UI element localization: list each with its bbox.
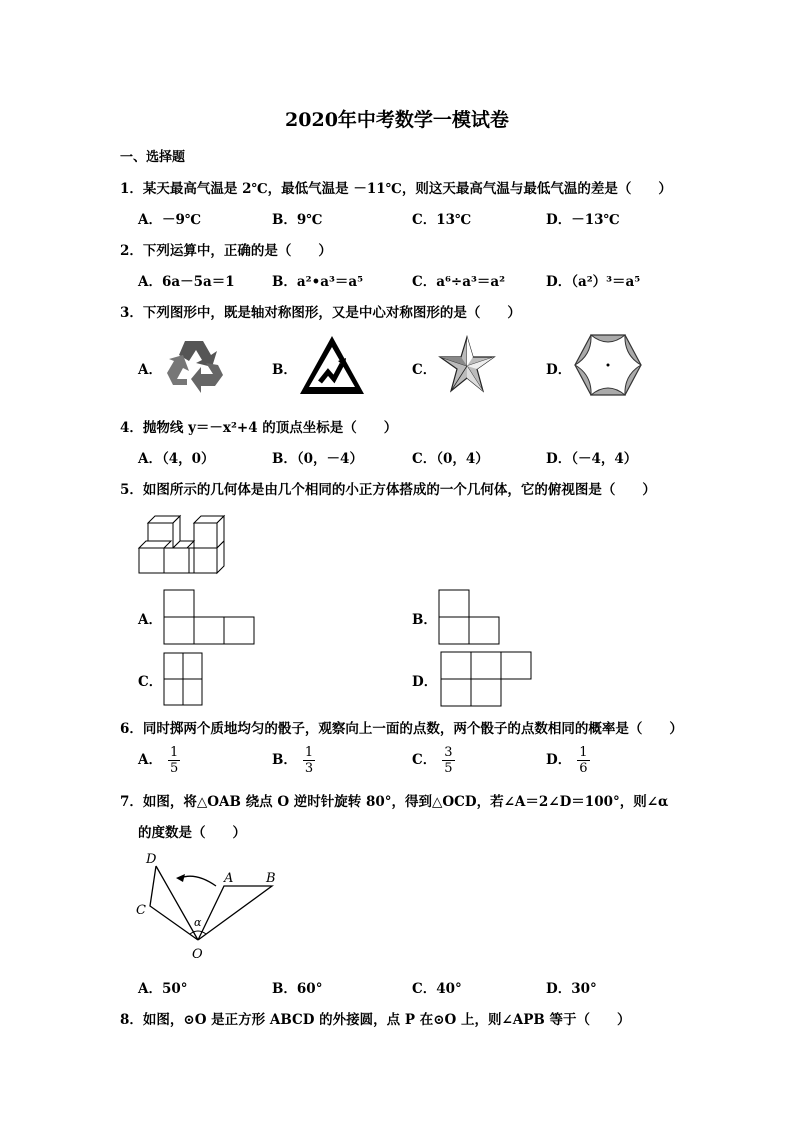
recycle-icon <box>165 337 225 395</box>
cube-stack-figure <box>136 508 231 580</box>
q6-option-d-label: D． <box>546 752 572 768</box>
q1-option-d[interactable]: D．－13℃ <box>546 212 620 228</box>
q6-a-numerator: 1 <box>169 745 179 760</box>
q6-c-numerator: 3 <box>444 745 453 760</box>
q6-b-numerator: 1 <box>304 745 314 760</box>
q6-c-denominator: 5 <box>444 761 453 776</box>
top-view-b <box>438 589 500 645</box>
top-view-c <box>163 652 203 706</box>
question-5-stem: 5．如图所示的几何体是由几个相同的小正方体搭成的一个几何体，它的俯视图是（ ） <box>120 482 656 498</box>
q6-option-b-label: B． <box>272 752 297 768</box>
q4-option-c[interactable]: C．（0，4） <box>412 451 489 467</box>
q6-option-d[interactable] <box>546 745 590 776</box>
q5-option-b[interactable]: B． <box>412 612 437 628</box>
q3-option-b[interactable]: B． <box>272 362 297 378</box>
rotation-figure <box>132 848 292 966</box>
section-heading: 一、选择题 <box>120 150 186 165</box>
question-1-stem: 1．某天最高气温是 2℃，最低气温是 －11℃，则这天最高气温与最低气温的差是（ ） <box>120 181 672 197</box>
q4-option-d[interactable]: D．（－4，4） <box>546 451 638 467</box>
page-title: 2020年中考数学一模试卷 <box>285 109 509 131</box>
q6-option-b[interactable] <box>272 745 315 776</box>
hexagon-arc-icon <box>574 333 642 397</box>
q3-option-d[interactable]: D． <box>546 362 572 378</box>
q2-option-d[interactable]: D．（a²）³＝a⁵ <box>546 274 641 290</box>
road-sign-icon <box>298 334 366 396</box>
q5-option-c[interactable]: C． <box>138 674 163 690</box>
star-icon <box>438 335 496 395</box>
question-4-stem: 4．抛物线 y＝－x²+4 的顶点坐标是（ ） <box>120 420 398 436</box>
q3-option-a[interactable]: A． <box>138 362 162 378</box>
q2-option-c[interactable]: C．a⁶÷a³＝a² <box>412 274 506 290</box>
q2-option-a[interactable]: A．6a－5a＝1 <box>138 274 235 290</box>
question-8-stem: 8．如图，⊙O 是正方形 ABCD 的外接圆，点 P 在⊙O 上，则∠APB 等于（ ） <box>120 1012 631 1028</box>
label-o: O <box>192 947 203 962</box>
question-7-stem-cont: 的度数是（ ） <box>138 825 246 841</box>
q6-option-a-label: A． <box>138 752 162 768</box>
q7-option-d[interactable]: D．30° <box>546 981 597 997</box>
q6-d-denominator: 6 <box>579 761 588 776</box>
question-2-stem: 2．下列运算中，正确的是（ ） <box>120 243 332 259</box>
top-view-d <box>440 651 532 707</box>
q4-option-a[interactable]: A．（4，0） <box>138 451 215 467</box>
question-6-stem: 6．同时掷两个质地均匀的骰子，观察向上一面的点数，两个骰子的点数相同的概率是（ ） <box>120 721 683 737</box>
q1-option-b[interactable]: B．9℃ <box>272 212 323 228</box>
label-a: A <box>224 871 234 886</box>
q2-option-b[interactable]: B．a²•a³＝a⁵ <box>272 274 364 290</box>
q4-option-b[interactable]: B．（0，－4） <box>272 451 363 467</box>
question-3-stem: 3．下列图形中，既是轴对称图形，又是中心对称图形的是（ ） <box>120 305 521 321</box>
top-view-a <box>163 589 255 645</box>
label-d: D <box>146 852 157 867</box>
label-b: B <box>266 871 276 886</box>
q6-a-denominator: 5 <box>169 761 179 776</box>
q7-option-a[interactable]: A．50° <box>138 981 188 997</box>
q1-option-c[interactable]: C．13℃ <box>412 212 472 228</box>
q6-option-c[interactable] <box>412 745 455 776</box>
q5-option-d[interactable]: D． <box>412 674 438 690</box>
q1-option-a[interactable]: A．－9℃ <box>138 212 202 228</box>
label-alpha: α <box>194 916 202 929</box>
q3-option-c[interactable]: C． <box>412 362 437 378</box>
q6-option-c-label: C． <box>412 752 437 768</box>
q6-d-numerator: 1 <box>579 745 588 760</box>
q6-b-denominator: 3 <box>304 761 314 776</box>
q6-option-a[interactable] <box>138 745 180 776</box>
q7-option-c[interactable]: C．40° <box>412 981 462 997</box>
label-c: C <box>136 903 146 918</box>
q5-option-a[interactable]: A． <box>138 612 162 628</box>
question-7-stem: 7．如图，将△OAB 绕点 O 逆时针旋转 80°，得到△OCD，若∠A＝2∠D＝100°，则∠α <box>120 794 669 810</box>
q7-option-b[interactable]: B．60° <box>272 981 323 997</box>
